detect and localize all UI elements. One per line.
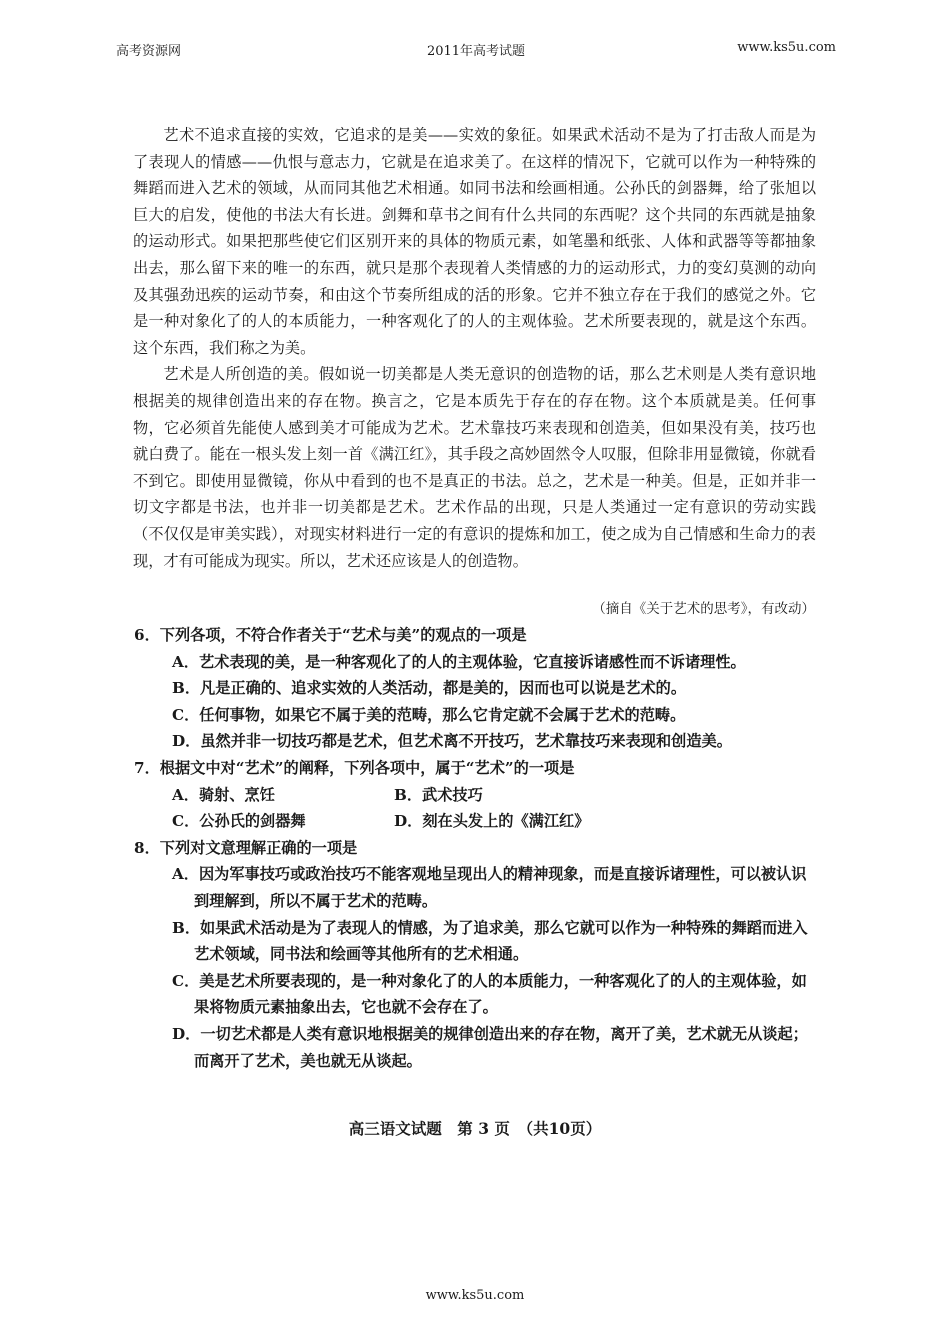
question-8-option-d: D．一切艺术都是人类有意识地根据美的规律创造出来的存在物，离开了美，艺术就无从谈起；而离开了艺术，美也就无从谈起。 <box>172 1024 808 1070</box>
question-7-option-c: C．公孙氏的剑器舞 <box>172 812 306 831</box>
question-7-row-1 <box>134 782 816 809</box>
reading-passage <box>133 122 816 574</box>
question-7-option-d: D．刻在头发上的《满江红》 <box>394 812 590 831</box>
passage-paragraph: 艺术是人所创造的美。假如说一切美都是人类无意识的创造物的话，那么艺术则是人类有意识地根据美的规律创造出来的存在物。换言之，它是本质先于存在的存在物。这个本质就是美。任何事物，它必须首先能使人感到美才可能成为艺术。艺术靠技巧来表现和创造美，但如果没有美，技巧也就白费了。能在一根头发上刻一首《满江红》，其手段之高妙固然令人叹服，但除非用显微镜，你就看不到它。即使用显微镜，你从中看到的也不是真正的书法。总之，艺术是一种美。但是，正如并非一切文字都是书法，也并非一切美都是艺术。艺术作品的出现，只是人类通过一定有意识的劳动实践（不仅仅是审美实践），对现实材料进行一定的有意识的提炼和加工，使之成为自己情感和生命力的表现，才有可能成为现实。所以，艺术还应该是人的创造物。 <box>133 365 816 570</box>
question-7-option-b: B．武术技巧 <box>394 785 483 804</box>
question-6-option-c: C．任何事物，如果它不属于美的范畴，那么它肯定就不会属于艺术的范畴。 <box>172 705 686 724</box>
page-header <box>116 40 836 60</box>
question-6-stem: 6．下列各项，不符合作者关于“艺术与美”的观点的一项是 <box>134 626 527 644</box>
question-8-stem: 8．下列对文意理解正确的一项是 <box>134 838 358 857</box>
passage-paragraph: 艺术不追求直接的实效，它追求的是美——实效的象征。如果武术活动不是为了打击敌人而是为了表现人的情感——仇恨与意志力，它就是在追求美了。在这样的情况下，它就可以作为一种特殊的舞蹈而进入艺术的领域，从而同其他艺术相通。如同书法和绘画相通。公孙氏的剑器舞，给了张旭以巨大的启发，使他的书法大有长进。剑舞和草书之间有什么共同的东西呢？这个共同的东西就是抽象的运动形式。如果把那些使它们区别开来的具体的物质元素，如笔墨和纸张、人体和武器等等都抽象出去，那么留下来的唯一的东西，就只是那个表现着人类情感的力的运动形式，力的变幻莫测的动向及其强劲迅疾的运动节奏，和由这个节奏所组成的活的形象。它并不独立存在于我们的感觉之外。它是一种对象化了的人的本质能力，一种客观化了的人的主观体验。艺术所要表现的，就是这个东西。这个东西，我们称之为美。 <box>133 126 816 357</box>
question-8-option-a: A．因为军事技巧或政治技巧不能客观地呈现出人的精神现象，而是直接诉诸理性，可以被认识到理解到，所以不属于艺术的范畴。 <box>172 865 807 910</box>
question-7-option-a: A．骑射、烹饪 <box>172 785 275 804</box>
header-url: www.ks5u.com <box>737 40 836 55</box>
question-8-option-b: B．如果武术活动是为了表现人的情感，为了追求美，那么它就可以作为一种特殊的舞蹈而进入艺术领域，同书法和绘画等其他所有的艺术相通。 <box>172 918 808 964</box>
question-7-stem: 7．根据文中对“艺术”的阐释，下列各项中，属于“艺术”的一项是 <box>134 758 575 777</box>
question-8-option-c: C．美是艺术所要表现的，是一种对象化了的人的本质能力，一种客观化了的人的主观体验，如果将物质元素抽象出去，它也就不会存在了。 <box>172 971 807 1017</box>
questions-section <box>134 622 816 1074</box>
header-left-site: 高考资源网 <box>116 44 182 59</box>
question-6-option-b: B．凡是正确的、追求实效的人类活动，都是美的，因而也可以说是艺术的。 <box>172 679 687 698</box>
header-title: 2011年高考试题 <box>426 44 526 59</box>
page-footer: 高三语文试题 第 3 页 （共10页） <box>348 1119 602 1138</box>
bottom-url: www.ks5u.com <box>425 1288 525 1303</box>
question-7-row-2 <box>134 808 816 835</box>
question-6-option-a: A．艺术表现的美，是一种客观化了的人的主观体验，它直接诉诸感性而不诉诸理性。 <box>172 652 746 671</box>
question-6-option-d: D．虽然并非一切技巧都是艺术，但艺术离不开技巧，艺术靠技巧来表现和创造美。 <box>172 732 732 751</box>
passage-source: （摘自《关于艺术的思考》，有改动） <box>592 601 815 617</box>
